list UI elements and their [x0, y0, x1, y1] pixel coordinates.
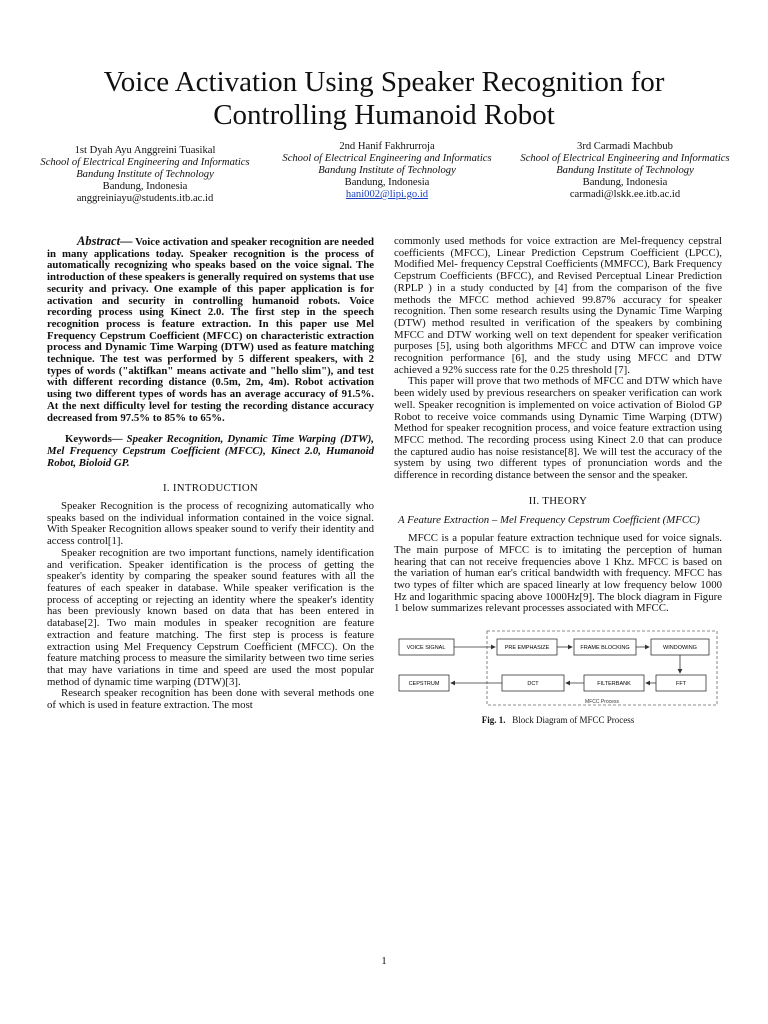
theory-paragraph-1: MFCC is a popular feature extraction technique used for voice signals. The main purpose of MFCC is to imitating the perception of human hearing that can not receive frequencies above 1 Khz. MFCC is based on the variation of human ear's critical bandwidth with frequency. MFCC has two types of filter which are spaced linearly at low frequency below 1000 Hz and logarithmic spacing above 1000Hz[9]. The block diagram in Figure 1 below summarizes relevant processes associated with MFCC. [394, 532, 722, 615]
author-city: Bandung, Indonesia [102, 181, 188, 192]
block-preemphasize-label: PRE EMPHASIZE [504, 645, 550, 652]
author-institution: Bandung Institute of Technology [556, 165, 694, 176]
author-institution: Bandung Institute of Technology [318, 165, 456, 176]
intro-paragraph-2: Speaker recognition are two important functions, namely identification and verification. Speaker identification is the process of getting the speaker's identity by comparing the speaker sound features with all the features of each speaker in database. While speaker verification is the process of accepting or rejecting an identity where the speaker's identity has been previously known based on data that has been entered in database[2]. Two main modules in speaker recognition are feature extraction and feature matching. The first step is process is feature extraction using Mel Frequency Cepstrum Coefficient (MFCC). On the feature matching process to measure the similarity between two time series that may have variations in time and speed are used the most popular method of dynamic time warping (DTW)[3]. [47, 546, 374, 688]
author-city: Bandung, Indonesia [582, 177, 668, 188]
author-dept: School of Electrical Engineering and Informatics [40, 157, 250, 168]
author-dept: School of Electrical Engineering and Informatics [282, 153, 492, 164]
block-cepstrum-label: CEPSTRUM [408, 681, 440, 688]
author-institution: Bandung Institute of Technology [76, 169, 214, 180]
author-1 [40, 145, 250, 205]
left-column [47, 236, 374, 712]
author-email: anggreiniayu@students.itb.ac.id [76, 193, 214, 204]
caption-text: Block Diagram of MFCC Process [512, 715, 635, 726]
block-voice-signal-label: VOICE SIGNAL [406, 645, 446, 652]
section-heading-theory: II. THEORY [528, 494, 588, 507]
block-fft-label: FFT [675, 681, 687, 688]
author-dept: School of Electrical Engineering and Informatics [520, 153, 730, 164]
block-frame-blocking-label: FRAME BLOCKING [580, 645, 630, 652]
block-windowing-label: WINDOWING [663, 645, 697, 652]
block-dct-label: DCT [527, 681, 539, 688]
paper-title [40, 66, 728, 132]
right-paragraph-2: This paper will prove that two methods of MFCC and DTW which have been widely used by previous researchers on speaker verification can work well. Speaker recognition is implemented on voice activation of Biolod GP Robot to receive voice commands using Dynamic Time Warping (DTW) Method for speaker recognition process, and voice feature extraction using MFCC method. The recording process using Kinect 2.0 that can produce the captured audio has noise resistance[8]. We will test the accuracy of the system by using two different types of pronunciation words and the difference in recording distance between the sensor and the speaker. [394, 375, 722, 482]
author-3 [520, 141, 730, 201]
right-column [394, 236, 722, 727]
keywords-text: Speaker Recognition, Dynamic Time Warping (DTW), Mel Frequency Cepstrum Coefficient (MFCC), Kinect 2.0, Humanoid Robot, Bioloid GP. [47, 433, 374, 469]
author-city: Bandung, Indonesia [344, 177, 430, 188]
subsection-heading-mfcc: A Feature Extraction – Mel Frequency Cepstrum Coefficient (MFCC) [398, 514, 700, 527]
mfcc-block-diagram [394, 625, 722, 709]
section-heading-introduction: I. INTRODUCTION [162, 482, 259, 495]
abstract-heading: Abstract— [77, 234, 133, 248]
intro-paragraph-1: Speaker Recognition is the process of recognizing automatically who speaks based on the individual information contained in the voice signal. With Speaker Recognition allows speaker sound to verify their identity and access control[1]. [47, 500, 374, 548]
group-label: MFCC Process [585, 699, 619, 706]
title-line-2: Controlling Humanoid Robot [213, 99, 555, 131]
author-name: 3rd Carmadi Machbub [577, 141, 673, 152]
author-2 [282, 141, 492, 201]
page-number: 1 [381, 955, 387, 967]
block-filterbank-label: FILTERBANK [597, 681, 631, 688]
keywords-heading: Keywords— [65, 433, 123, 446]
title-line-1: Voice Activation Using Speaker Recognition for [103, 66, 665, 98]
author-name: 1st Dyah Ayu Anggreini Tuasikal [74, 145, 216, 156]
author-name: 2nd Hanif Fakhrurroja [339, 141, 435, 152]
caption-label: Fig. 1. [481, 715, 506, 726]
figure-1 [394, 625, 722, 727]
abstract [47, 236, 374, 424]
author-email-link[interactable]: hani002@lipi.go.id [345, 189, 429, 200]
author-email: carmadi@lskk.ee.itb.ac.id [569, 189, 681, 200]
keywords [47, 434, 374, 469]
abstract-text: Voice activation and speaker recognition are needed in many applications today. Speaker recognition is the process of automatically recognizing who speaks based on the voice signal. The introduction of these speakers is generally required on systems that use security and privacy. One example of this paper application is for activation and security in controlling humanoid robots. Voice recording process using Kinect 2.0. The first step in the speech recognition process is feature extraction. In this paper use Mel Frequency Cepstrum Coefficient (MFCC) on characteristic extraction process and Dynamic Time Warping (DTW) used as feature matching technique. The test was performed by 5 different speakers, with 2 types of words ("aktifkan" means activate and "hello slim"), and test with different recording distance (0.5m, 2m, 4m). Robot activation using two different types of words has an average accuracy of 91.5%. At the next difficulty level for testing the recording distance accuracy decreased from 97.5% to 85% to 65%. [47, 236, 375, 424]
right-paragraph-1: commonly used methods for voice extraction are Mel-frequency cepstral coefficients (MFCC), Linear Prediction Cepstrum Coefficient (LPCC), Modified Mel- frequency Cepstral Coefficients (MMFCC), Bark Frequency Cepstrum Coefficients (BFCC), and Revised Perceptual Linear Prediction (RPLP ) in a study conducted by [4] from the comparison of the five methods the MFCC method achieved 99.87% accuracy for speaker recognition. Then some research results using the Dynamic Time Warping (DTW) method resulted in verification of the speakers by combining MFCC and DTW working well on text dependent for speaker verification purposes [5], using both algorithms MFCC and DTW can improve voice recognition performance [6], and the study using MFCC and DTW achieved a 92% success rate for the 0.25 threshold [7]. [394, 235, 722, 376]
figure-caption [394, 715, 722, 727]
intro-paragraph-3: Research speaker recognition has been done with several methods one of which is used in feature extraction. The most [47, 687, 374, 712]
